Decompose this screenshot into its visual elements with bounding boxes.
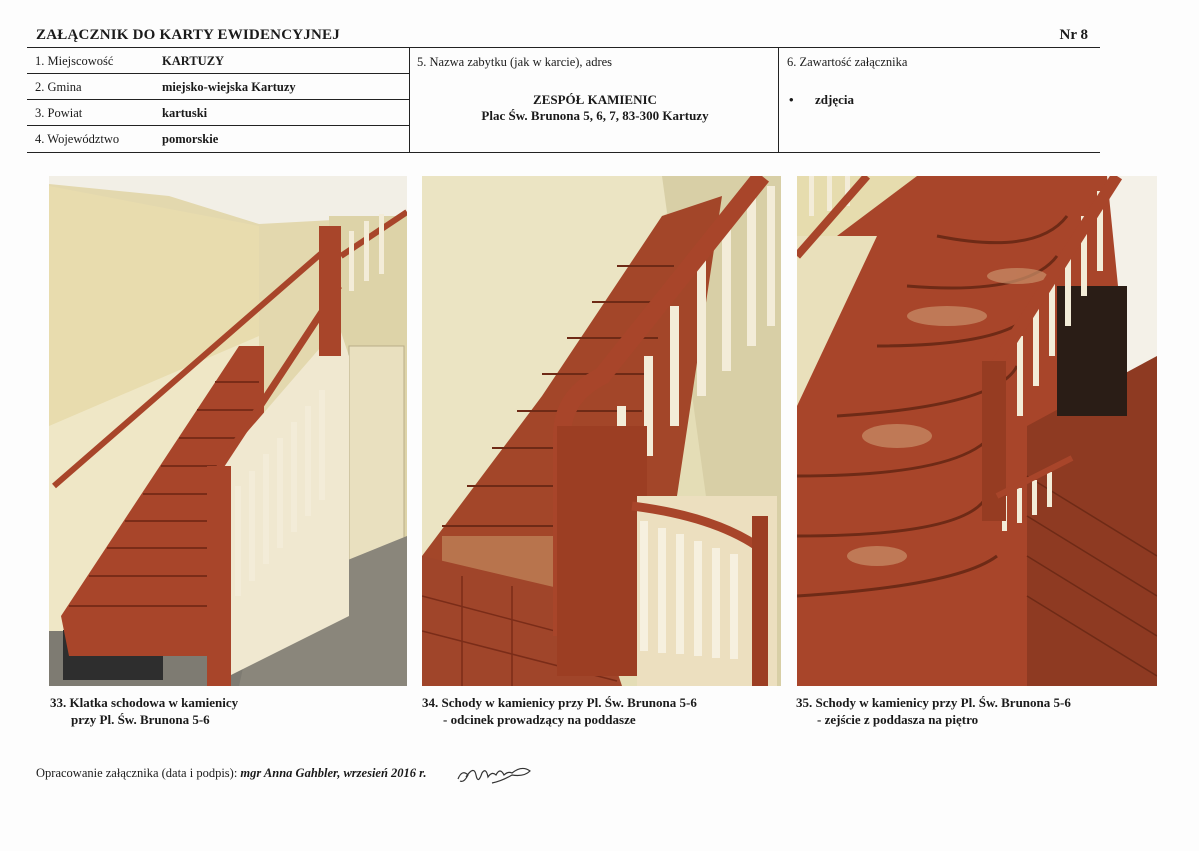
monument-name: ZESPÓŁ KAMIENIC xyxy=(533,92,657,107)
monument-heading: 5. Nazwa zabytku (jak w karcie), adres xyxy=(417,55,613,69)
row-voivodeship xyxy=(27,126,409,152)
signature-icon xyxy=(452,761,536,789)
contents-column xyxy=(779,48,1100,152)
voivodeship-label: 4. Województwo xyxy=(35,132,120,146)
county-label: 3. Powiat xyxy=(35,106,83,120)
caption-34-line1: 34. Schody w kamienicy przy Pl. Św. Brunona 5-6 xyxy=(422,695,697,710)
footer-author: mgr Anna Gahbler, wrzesień 2016 r. xyxy=(240,766,427,780)
contents-item-label: zdjęcia xyxy=(815,92,854,107)
caption-33-line2: przy Pl. Św. Brunona 5-6 xyxy=(71,712,210,727)
staircase-photo-icon xyxy=(422,176,781,686)
staircase-photo-35 xyxy=(797,176,1157,686)
footer xyxy=(36,766,426,781)
photo-caption-35 xyxy=(796,694,1071,728)
caption-33-line1: 33. Klatka schodowa w kamienicy xyxy=(50,695,239,710)
row-county xyxy=(27,100,409,126)
county-value: kartuski xyxy=(162,106,208,120)
location-column xyxy=(27,48,409,152)
row-commune xyxy=(27,74,409,100)
commune-value: miejsko-wiejska Kartuzy xyxy=(162,80,296,94)
staircase-photo-icon xyxy=(797,176,1157,686)
staircase-photo-33 xyxy=(49,176,407,686)
staircase-photo-icon xyxy=(49,176,407,686)
caption-34-line2: - odcinek prowadzący na poddasze xyxy=(443,712,636,727)
town-value: KARTUZY xyxy=(162,54,225,68)
caption-35-line1: 35. Schody w kamienicy przy Pl. Św. Brunona 5-6 xyxy=(796,695,1071,710)
document-title: ZAŁĄCZNIK DO KARTY EWIDENCYJNEJ xyxy=(36,27,340,43)
monument-column xyxy=(409,48,779,152)
bullet-icon: • xyxy=(789,92,794,107)
commune-label: 2. Gmina xyxy=(35,80,82,94)
caption-35-line2: - zejście z poddasza na piętro xyxy=(817,712,979,727)
monument-address: Plac Św. Brunona 5, 6, 7, 83-300 Kartuzy xyxy=(481,108,709,123)
contents-item xyxy=(789,92,854,108)
contents-heading: 6. Zawartość załącznika xyxy=(787,55,908,69)
row-town xyxy=(27,48,409,74)
photo-caption-34 xyxy=(422,694,697,728)
info-table xyxy=(27,47,1100,153)
staircase-photo-34 xyxy=(422,176,781,686)
footer-label: Opracowanie załącznika (data i podpis): xyxy=(36,766,238,780)
town-label: 1. Miejscowość xyxy=(35,54,114,68)
photo-caption-33 xyxy=(50,694,238,728)
voivodeship-value: pomorskie xyxy=(162,132,219,146)
document-number: Nr 8 xyxy=(1059,27,1088,43)
